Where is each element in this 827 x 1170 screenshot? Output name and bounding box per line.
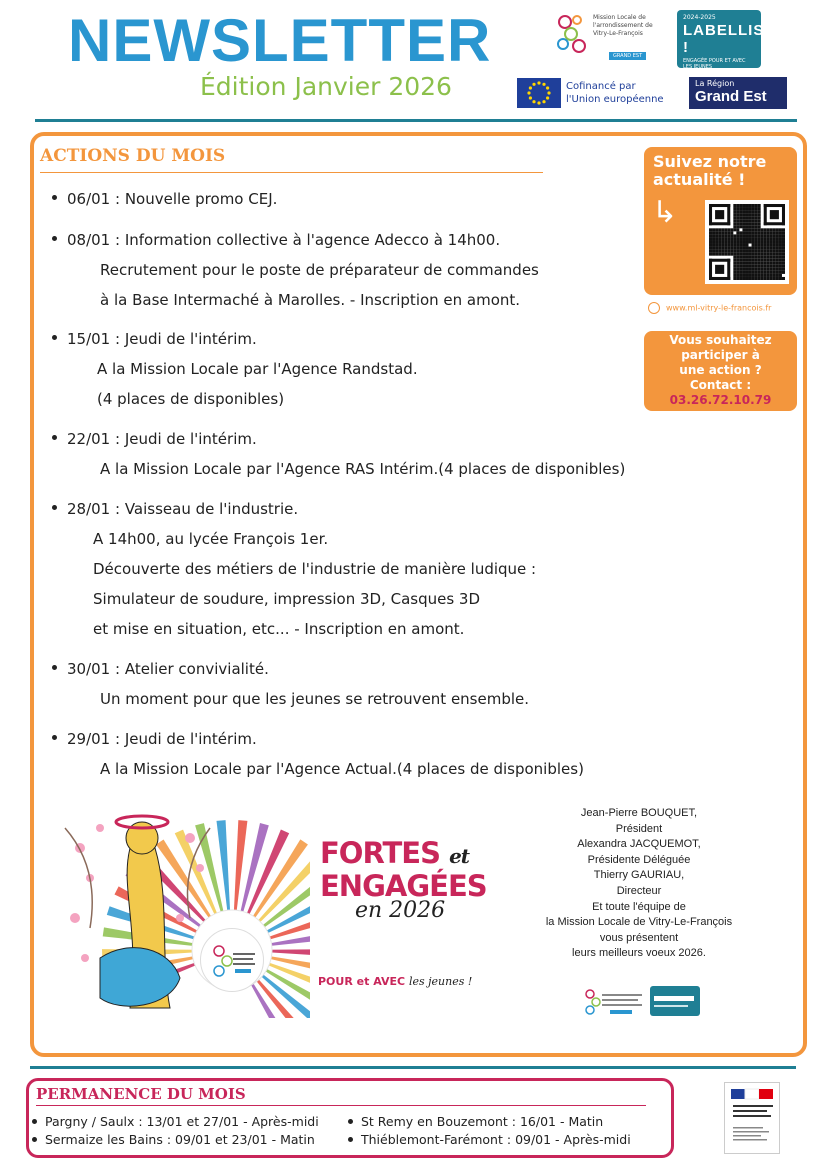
marianne-icon xyxy=(725,1083,781,1155)
arrow-right-icon: ↳ xyxy=(652,195,678,230)
action-main-text: 06/01 : Nouvelle promo CEJ. xyxy=(67,190,278,208)
permanence-place: Thiéblemont-Farémont : xyxy=(361,1132,512,1147)
actions-title: ACTIONS DU MOIS xyxy=(40,146,226,166)
signature-line: Présidente Déléguée xyxy=(587,853,691,866)
bullet-icon xyxy=(52,195,57,200)
bullet-icon xyxy=(52,435,57,440)
eu-flag-icon xyxy=(517,78,561,108)
mission-locale-logo-text: Mission Locale de l'arrondissement de Vitry-Le-François xyxy=(593,14,653,37)
permanence-dates: 09/01 et 23/01 - Matin xyxy=(175,1132,315,1147)
republique-francaise-logo xyxy=(724,1082,780,1154)
poster-pour: POUR xyxy=(318,975,353,988)
labellisee-badge xyxy=(677,10,787,70)
label-years: 2024-2025 xyxy=(683,14,716,21)
follow-us-box xyxy=(644,147,797,295)
action-detail-text: A la Mission Locale par l'Agence RAS Intérim.(4 places de disponibles) xyxy=(100,460,626,478)
edition-subtitle: Édition Janvier 2026 xyxy=(200,72,452,101)
action-detail-text: et mise en situation, etc... - Inscription en amont. xyxy=(93,620,465,638)
contact-line-3: une action ? xyxy=(679,363,762,377)
poster-year: en 2026 xyxy=(355,898,446,923)
action-item xyxy=(52,330,257,348)
signature-logos-icon xyxy=(582,984,700,1018)
contact-line-1: Vous souhaitez xyxy=(669,333,772,347)
action-main-text: 22/01 : Jeudi de l'intérim. xyxy=(67,430,257,448)
mission-locale-logo xyxy=(557,12,662,66)
permanence-place: Pargny / Saulx : xyxy=(45,1114,143,1129)
signature-line: Jean-Pierre BOUQUET, xyxy=(580,807,698,819)
bullet-icon xyxy=(32,1137,37,1142)
bullet-icon xyxy=(32,1119,37,1124)
signature-line: Directeur xyxy=(616,884,662,897)
permanence-dates: 16/01 - Matin xyxy=(519,1114,604,1129)
poster-et: et xyxy=(449,844,470,868)
permanence-title-rule xyxy=(36,1105,646,1106)
mission-locale-dots-icon xyxy=(557,14,589,58)
region-grand-est-logo xyxy=(689,77,787,109)
action-detail-text: Un moment pour que les jeunes se retrouvent ensemble. xyxy=(100,690,530,708)
action-item xyxy=(52,660,269,678)
action-detail-text: Découverte des métiers de l'industrie de manière ludique : xyxy=(93,560,537,578)
follow-us-title xyxy=(653,153,766,189)
eu-text-line-2: l'Union européenne xyxy=(566,94,664,105)
poster-headline xyxy=(320,838,487,901)
action-item xyxy=(52,500,298,518)
action-detail-text: Simulateur de soudure, impression 3D, Casques 3D xyxy=(93,590,481,608)
signature-line: Président xyxy=(615,822,663,835)
contact-line-4: Contact : xyxy=(689,378,752,392)
action-item xyxy=(52,190,277,208)
action-detail-text: (4 places de disponibles) xyxy=(97,390,285,408)
permanence-item xyxy=(32,1114,319,1129)
poster-illustration-icon xyxy=(60,808,310,1018)
contact-line-2: participer à xyxy=(681,348,760,362)
permanence-item xyxy=(348,1114,603,1129)
follow-title-line-1: Suivez notre xyxy=(653,152,767,171)
action-main-text: 29/01 : Jeudi de l'intérim. xyxy=(67,730,257,748)
greetings-signature xyxy=(528,806,750,962)
bullet-icon xyxy=(348,1119,353,1124)
region-small-text: La Région xyxy=(695,79,735,88)
website-url: www.ml-vitry-le-francois.fr xyxy=(666,303,772,313)
poster-fortes: FORTES xyxy=(320,836,440,870)
action-item xyxy=(52,231,500,249)
signature-line: Et toute l'équipe de xyxy=(592,900,686,913)
poster-engagees: ENGAGÉES xyxy=(320,869,487,903)
permanence-place: St Remy en Bouzemont : xyxy=(361,1114,516,1129)
mission-locale-region-tag: GRAND EST xyxy=(609,52,646,60)
action-detail-text: A la Mission Locale par l'Agence Actual.(4 places de disponibles) xyxy=(100,760,584,778)
permanence-dates: 13/01 et 27/01 - Après-midi xyxy=(146,1114,319,1129)
bullet-icon xyxy=(52,505,57,510)
region-big-text: Grand Est xyxy=(695,88,767,105)
bullet-icon xyxy=(52,335,57,340)
permanence-item xyxy=(348,1132,631,1147)
follow-title-line-2: actualité ! xyxy=(653,170,746,189)
poster-et-avec: et AVEC xyxy=(356,975,406,988)
signature-line: leurs meilleurs voeux 2026. xyxy=(572,947,706,960)
footer-divider xyxy=(30,1066,796,1069)
permanence-place: Sermaize les Bains : xyxy=(45,1132,172,1147)
qr-code-icon xyxy=(709,204,785,280)
signature-line: Thierry GAURIAU, xyxy=(593,869,685,882)
website-link[interactable] xyxy=(648,302,771,314)
eu-cofinance-text xyxy=(566,80,664,106)
action-detail-text: Recrutement pour le poste de préparateur de commandes xyxy=(100,261,539,279)
bullet-icon xyxy=(52,735,57,740)
globe-icon xyxy=(648,302,660,314)
action-main-text: 30/01 : Atelier convivialité. xyxy=(67,660,269,678)
action-detail-text: A 14h00, au lycée François 1er. xyxy=(93,530,329,548)
action-item xyxy=(52,730,257,748)
contact-phone[interactable]: 03.26.72.10.79 xyxy=(669,393,772,407)
action-detail-text: à la Base Intermaché à Marolles. - Inscription en amont. xyxy=(100,291,521,309)
action-detail-text: A la Mission Locale par l'Agence Randstad. xyxy=(97,360,418,378)
bullet-icon xyxy=(348,1137,353,1142)
contact-box xyxy=(644,331,797,411)
signature-line: Alexandra JACQUEMOT, xyxy=(577,838,701,851)
action-main-text: 08/01 : Information collective à l'agence Adecco à 14h00. xyxy=(67,231,501,249)
label-subtitle: ENGAGÉE POUR ET AVEC LES JEUNES xyxy=(683,58,746,70)
permanence-dates: 09/01 - Après-midi xyxy=(515,1132,631,1147)
actions-title-rule xyxy=(40,172,543,173)
action-item xyxy=(52,430,257,448)
permanence-title: PERMANENCE DU MOIS xyxy=(36,1085,246,1103)
header-divider xyxy=(35,119,797,122)
action-main-text: 15/01 : Jeudi de l'intérim. xyxy=(67,330,257,348)
permanence-item xyxy=(32,1132,315,1147)
newsletter-title: NEWSLETTER xyxy=(68,7,492,74)
label-title: LABELLISÉE ! xyxy=(683,22,787,56)
action-main-text: 28/01 : Vaisseau de l'industrie. xyxy=(67,500,299,518)
signature-line: vous présentent xyxy=(599,931,679,944)
qr-code[interactable] xyxy=(705,200,789,284)
signature-logos xyxy=(582,984,700,1018)
bullet-icon xyxy=(52,665,57,670)
poster-jeunes: les jeunes ! xyxy=(408,975,473,988)
bullet-icon xyxy=(52,236,57,241)
poster-tagline xyxy=(318,975,472,988)
signature-line: la Mission Locale de Vitry-Le-François xyxy=(545,916,733,929)
eu-text-line-1: Cofinancé par xyxy=(566,81,636,92)
poster-mission-locale-emblem xyxy=(200,928,264,992)
